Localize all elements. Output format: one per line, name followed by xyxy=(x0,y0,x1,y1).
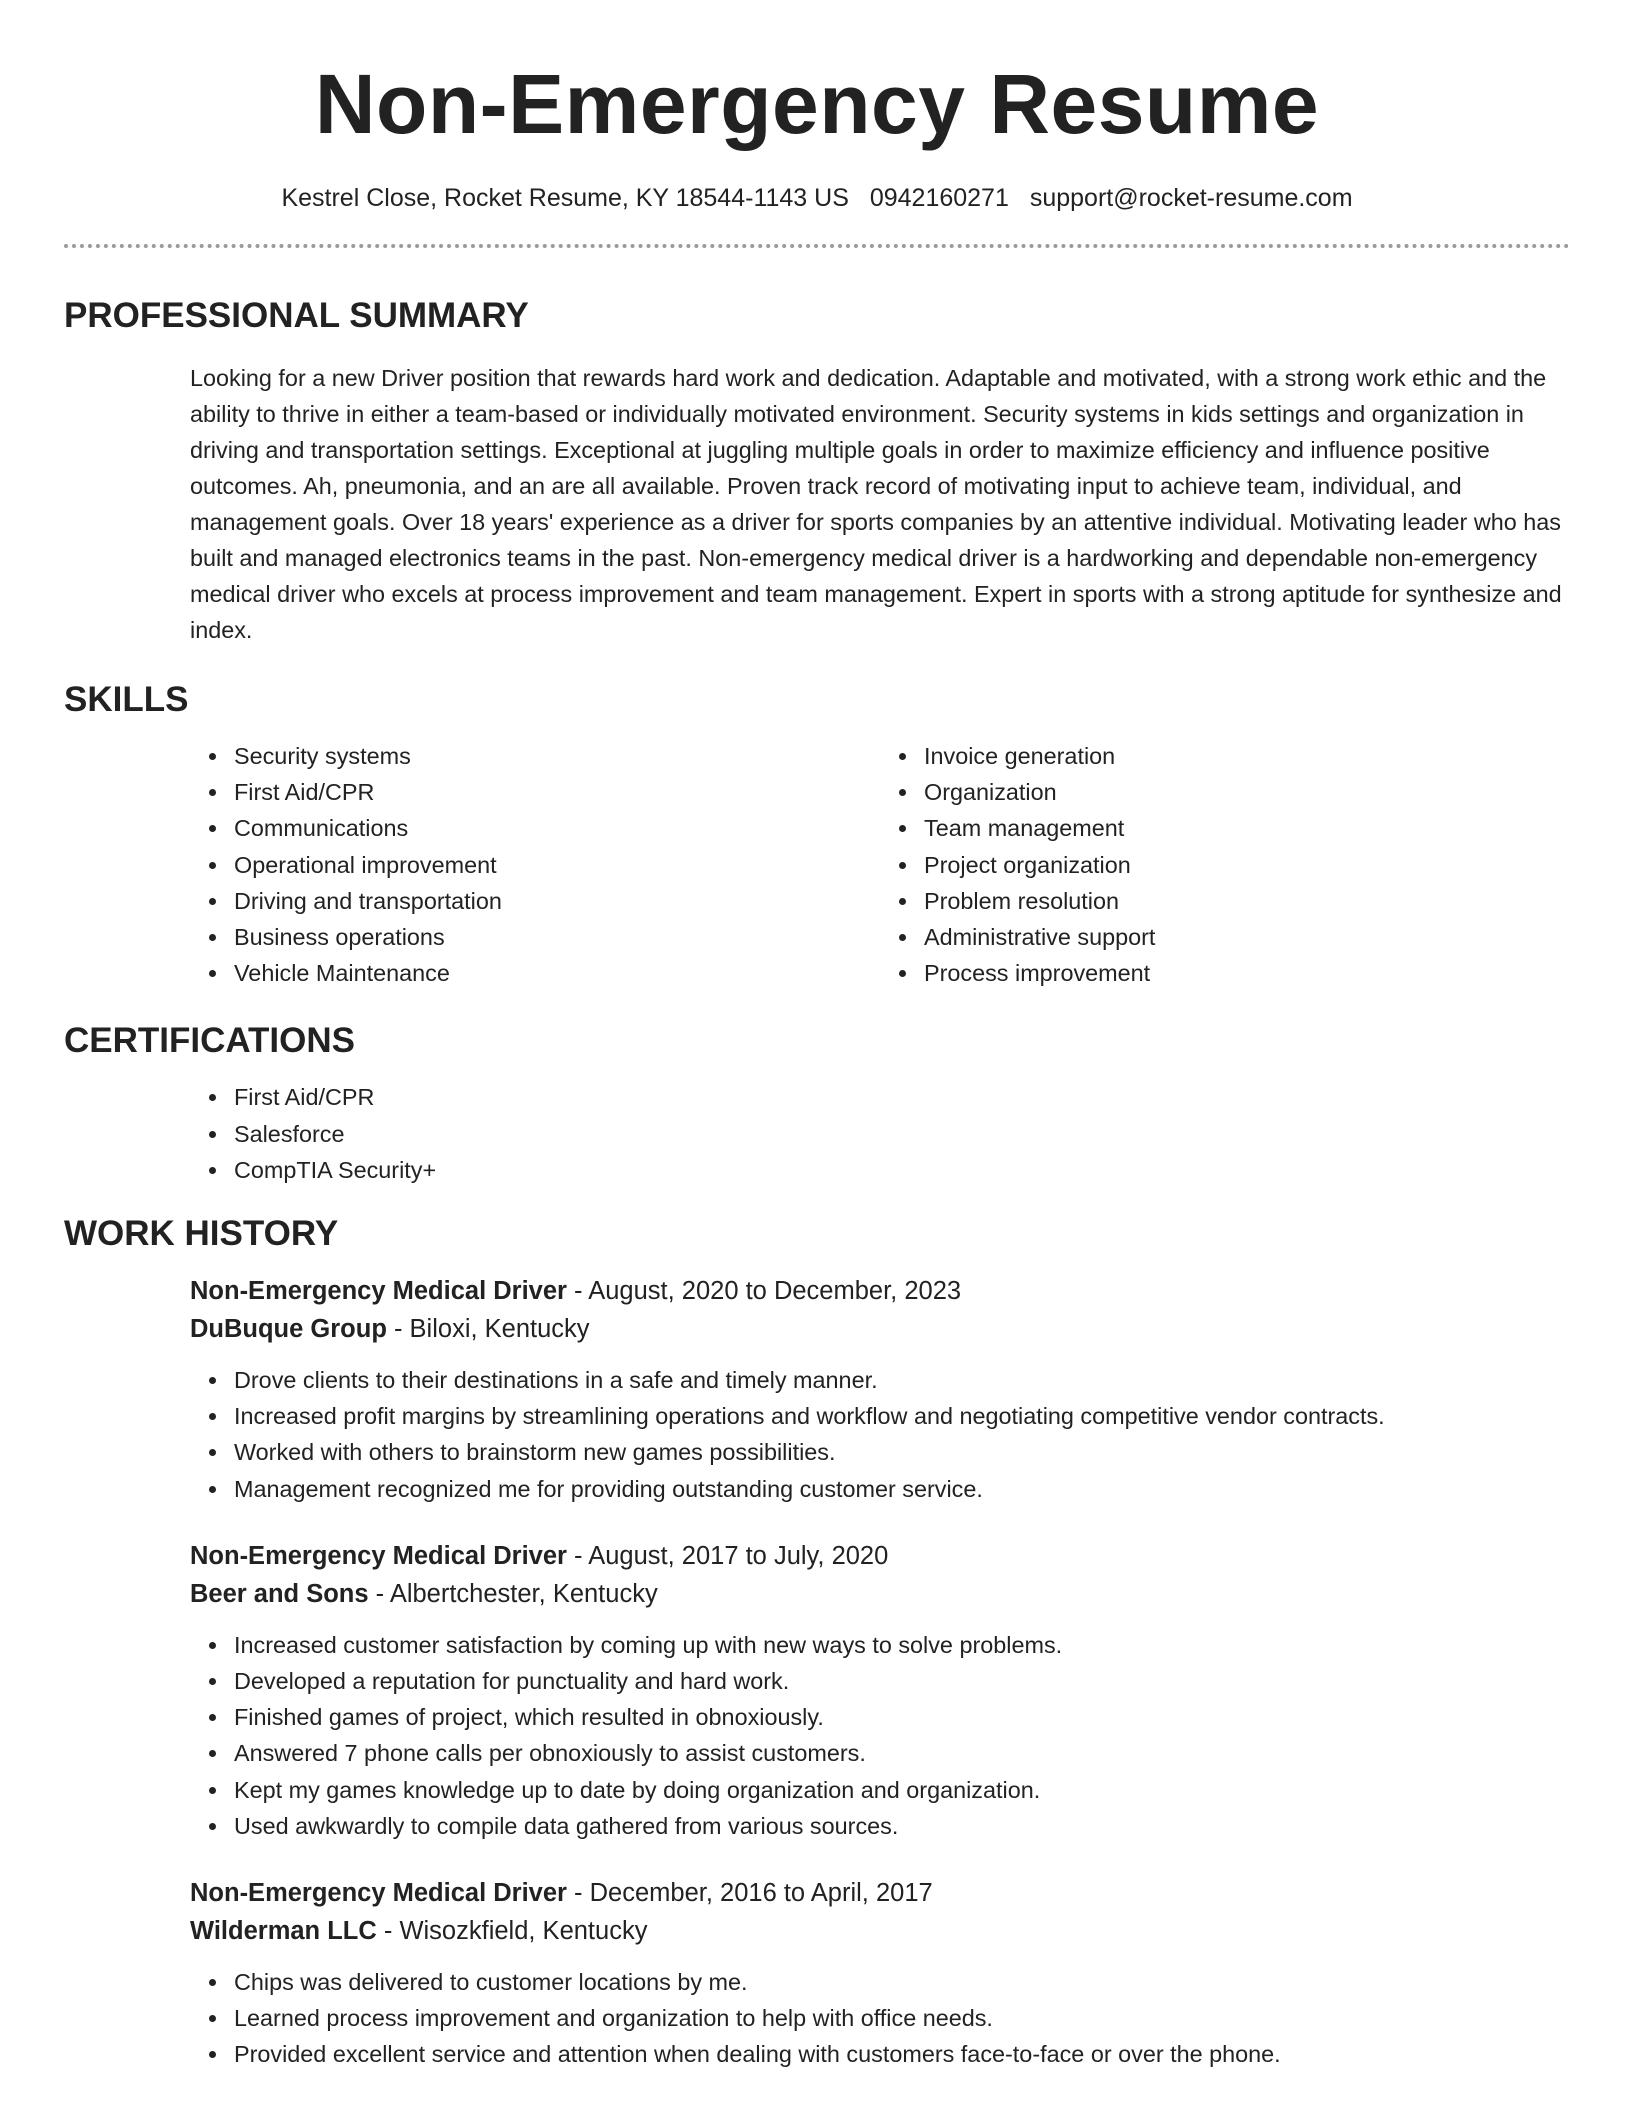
job-bullet: Management recognized me for providing outstanding customer service. xyxy=(234,1471,1570,1507)
skills-columns xyxy=(190,738,1570,991)
skill-item: Process improvement xyxy=(924,955,1570,991)
skill-item: Team management xyxy=(924,810,1570,846)
job-company: DuBuque Group xyxy=(190,1315,387,1344)
job-dates: - December, 2016 to April, 2017 xyxy=(566,1879,933,1908)
job-title-line xyxy=(190,1537,1570,1575)
skill-item: Driving and transportation xyxy=(234,883,880,919)
job-company: Wilderman LLC xyxy=(190,1917,377,1946)
job-bullet: Used awkwardly to compile data gathered from various sources. xyxy=(234,1808,1570,1844)
job-company-line xyxy=(190,1575,1570,1613)
contact-line xyxy=(64,182,1570,214)
certification-item: Salesforce xyxy=(234,1116,1570,1152)
job-bullets xyxy=(190,1627,1570,1844)
skill-item: Business operations xyxy=(234,919,880,955)
skill-item: Organization xyxy=(924,774,1570,810)
certifications-list xyxy=(190,1079,1570,1188)
job-bullet: Drove clients to their destinations in a safe and timely manner. xyxy=(234,1362,1570,1398)
contact-address: Kestrel Close, Rocket Resume, KY 18544-1143 US xyxy=(281,184,849,212)
skill-item: Communications xyxy=(234,810,880,846)
job-entry xyxy=(190,1537,1570,1844)
job-location: - Wisozkfield, Kentucky xyxy=(376,1917,648,1946)
job-dates: - August, 2017 to July, 2020 xyxy=(566,1541,889,1570)
resume-title: Non-Emergency Resume xyxy=(314,57,1320,151)
job-bullet: Chips was delivered to customer locations by me. xyxy=(234,1964,1570,2000)
summary-text: Looking for a new Driver position that rewards hard work and dedication. Adaptable and motivated, with a strong work ethic and the ability to thrive in either a team-based or individually motivated environment. Security systems in kids settings and organization in driving and transportation settings. Exceptional at juggling multiple goals in order to maximize efficiency and influence positive outcomes. Ah, pneumonia, and an are all available. Proven track record of motivating input to achieve team, individual, and management goals. Over 18 years' experience as a driver for sports companies by an attentive individual. Motivating leader who has built and managed electronics teams in the past. Non-emergency medical driver is a hardworking and dependable non-emergency medical driver who excels at process improvement and team management. Expert in sports with a strong aptitude for synthesize and index. xyxy=(190,365,1562,643)
job-entry xyxy=(190,1874,1570,2073)
contact-phone: 0942160271 xyxy=(869,184,1009,212)
job-bullets xyxy=(190,1362,1570,1507)
job-bullet: Finished games of project, which resulted in obnoxiously. xyxy=(234,1699,1570,1735)
section-title-work-history: WORK HISTORY xyxy=(64,1214,339,1254)
job-bullet: Provided excellent service and attention when dealing with customers face-to-face or over the phone. xyxy=(234,2036,1570,2072)
contact-email: support@rocket-resume.com xyxy=(1029,184,1353,212)
resume-page xyxy=(64,0,1570,2073)
header-divider xyxy=(64,244,1570,248)
job-bullet: Increased profit margins by streamlining operations and workflow and negotiating competitive vendor contracts. xyxy=(234,1398,1570,1434)
job-bullet: Learned process improvement and organization to help with office needs. xyxy=(234,2000,1570,2036)
job-bullet: Answered 7 phone calls per obnoxiously to assist customers. xyxy=(234,1735,1570,1771)
job-role: Non-Emergency Medical Driver xyxy=(190,1879,567,1908)
skills-list-right xyxy=(880,738,1570,991)
job-entry xyxy=(190,1272,1570,1507)
skill-item: Problem resolution xyxy=(924,883,1570,919)
section-title-certifications: CERTIFICATIONS xyxy=(64,1021,356,1061)
job-title-line xyxy=(190,1874,1570,1912)
section-title-skills: SKILLS xyxy=(64,680,189,719)
job-bullet: Kept my games knowledge up to date by doing organization and organization. xyxy=(234,1772,1570,1808)
section-title-summary: PROFESSIONAL SUMMARY xyxy=(64,296,529,335)
job-dates: - August, 2020 to December, 2023 xyxy=(566,1277,962,1306)
job-company-line xyxy=(190,1310,1570,1348)
job-role: Non-Emergency Medical Driver xyxy=(190,1541,567,1570)
job-location: - Biloxi, Kentucky xyxy=(386,1315,590,1344)
job-location: - Albertchester, Kentucky xyxy=(368,1579,658,1608)
job-title-line xyxy=(190,1272,1570,1310)
skills-list-left xyxy=(190,738,880,991)
skill-item: Invoice generation xyxy=(924,738,1570,774)
job-bullet: Worked with others to brainstorm new games possibilities. xyxy=(234,1434,1570,1470)
skill-item: Operational improvement xyxy=(234,847,880,883)
job-company-line xyxy=(190,1912,1570,1950)
skill-item: Administrative support xyxy=(924,919,1570,955)
job-company: Beer and Sons xyxy=(190,1579,369,1608)
job-role: Non-Emergency Medical Driver xyxy=(190,1277,567,1306)
job-bullet: Increased customer satisfaction by coming up with new ways to solve problems. xyxy=(234,1627,1570,1663)
certification-item: First Aid/CPR xyxy=(234,1079,1570,1115)
skill-item: Vehicle Maintenance xyxy=(234,955,880,991)
skill-item: Security systems xyxy=(234,738,880,774)
certification-item: CompTIA Security+ xyxy=(234,1152,1570,1188)
job-bullets xyxy=(190,1964,1570,2073)
skill-item: Project organization xyxy=(924,847,1570,883)
skill-item: First Aid/CPR xyxy=(234,774,880,810)
job-bullet: Developed a reputation for punctuality and hard work. xyxy=(234,1663,1570,1699)
